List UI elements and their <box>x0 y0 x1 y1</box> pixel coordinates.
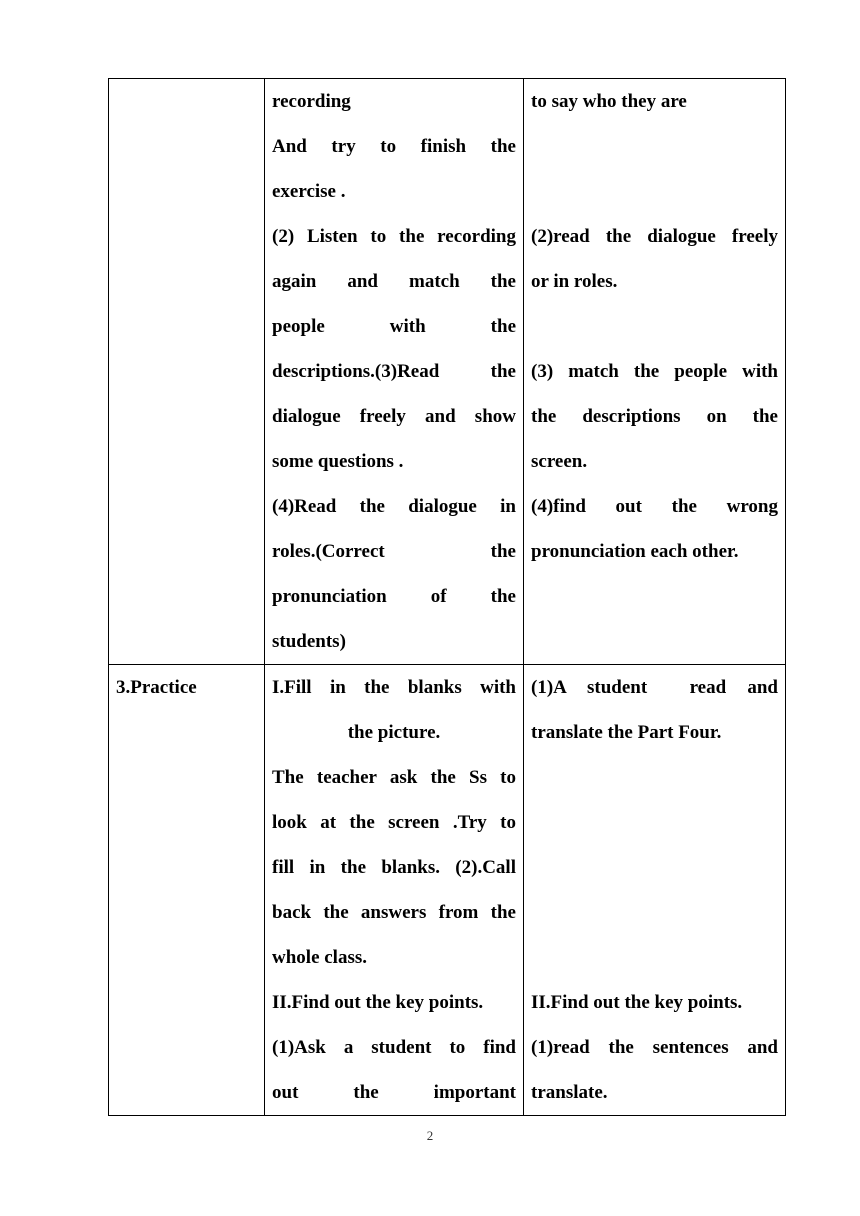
student-text-line: (3) match the people with <box>531 361 778 382</box>
page-number: 2 <box>426 1128 434 1143</box>
teacher-text-line: again and match the <box>272 271 516 292</box>
teacher-text-line: (4)Read the dialogue in <box>272 496 516 517</box>
teacher-text-line: The teacher ask the Ss to <box>272 767 516 788</box>
student-text-line: the descriptions on the <box>531 406 778 427</box>
blank-line <box>531 890 778 935</box>
teacher-text-line: some questions . <box>272 451 404 472</box>
teacher-text-line: fill in the blanks. (2).Call <box>272 857 516 878</box>
teacher-text-line: exercise . <box>272 181 346 202</box>
student-text-line: translate. <box>531 1082 608 1103</box>
student-text-line: pronunciation each other. <box>531 541 739 562</box>
student-text-line: (2)read the dialogue freely <box>531 226 778 247</box>
teacher-text-line: (1)Ask a student to find <box>272 1037 516 1058</box>
student-text-line: II.Find out the key points. <box>531 992 743 1013</box>
teacher-text-line: dialogue freely and show <box>272 406 516 427</box>
blank-line <box>531 304 778 349</box>
stage-label: 3.Practice <box>116 677 197 698</box>
blank-line <box>531 800 778 845</box>
student-text-line: (1)A student read and <box>531 677 778 698</box>
blank-line <box>531 124 778 169</box>
teacher-text-line: roles.(Correct the <box>272 541 516 562</box>
student-text-line: translate the Part Four. <box>531 722 722 743</box>
teacher-activity-cell <box>265 665 524 1116</box>
teacher-text-line: out the important <box>272 1082 516 1103</box>
teacher-text-line: I.Fill in the blanks with <box>272 677 516 698</box>
stage-cell <box>109 665 265 1116</box>
student-text-line: screen. <box>531 451 588 472</box>
teacher-text-line: recording <box>272 91 351 112</box>
teacher-text-line: look at the screen .Try to <box>272 812 516 833</box>
blank-line <box>531 169 778 214</box>
teacher-text-line: descriptions.(3)Read the <box>272 361 516 382</box>
blank-line <box>531 755 778 800</box>
teacher-text-line: whole class. <box>272 947 367 968</box>
student-text-line: or in roles. <box>531 271 618 292</box>
teacher-text-line: the picture. <box>347 722 441 743</box>
blank-line <box>531 845 778 890</box>
teacher-text-line: people with the <box>272 316 516 337</box>
teacher-text-line: And try to finish the <box>272 136 516 157</box>
teacher-text-line: pronunciation of the <box>272 586 516 607</box>
table-row <box>109 665 786 1116</box>
teacher-text-line: back the answers from the <box>272 902 516 923</box>
student-text-line: (4)find out the wrong <box>531 496 778 517</box>
student-activity-cell <box>524 79 786 665</box>
student-text-line: to say who they are <box>531 91 687 112</box>
teacher-text-line: II.Find out the key points. <box>272 992 484 1013</box>
student-text-line: (1)read the sentences and <box>531 1037 778 1058</box>
student-activity-cell <box>524 665 786 1116</box>
teacher-text-line: (2) Listen to the recording <box>272 226 516 247</box>
table-row <box>109 79 786 665</box>
blank-line <box>531 935 778 980</box>
teacher-activity-cell <box>265 79 524 665</box>
teacher-text-line: students) <box>272 631 346 652</box>
lesson-plan-table <box>108 78 786 1116</box>
stage-cell <box>109 79 265 665</box>
